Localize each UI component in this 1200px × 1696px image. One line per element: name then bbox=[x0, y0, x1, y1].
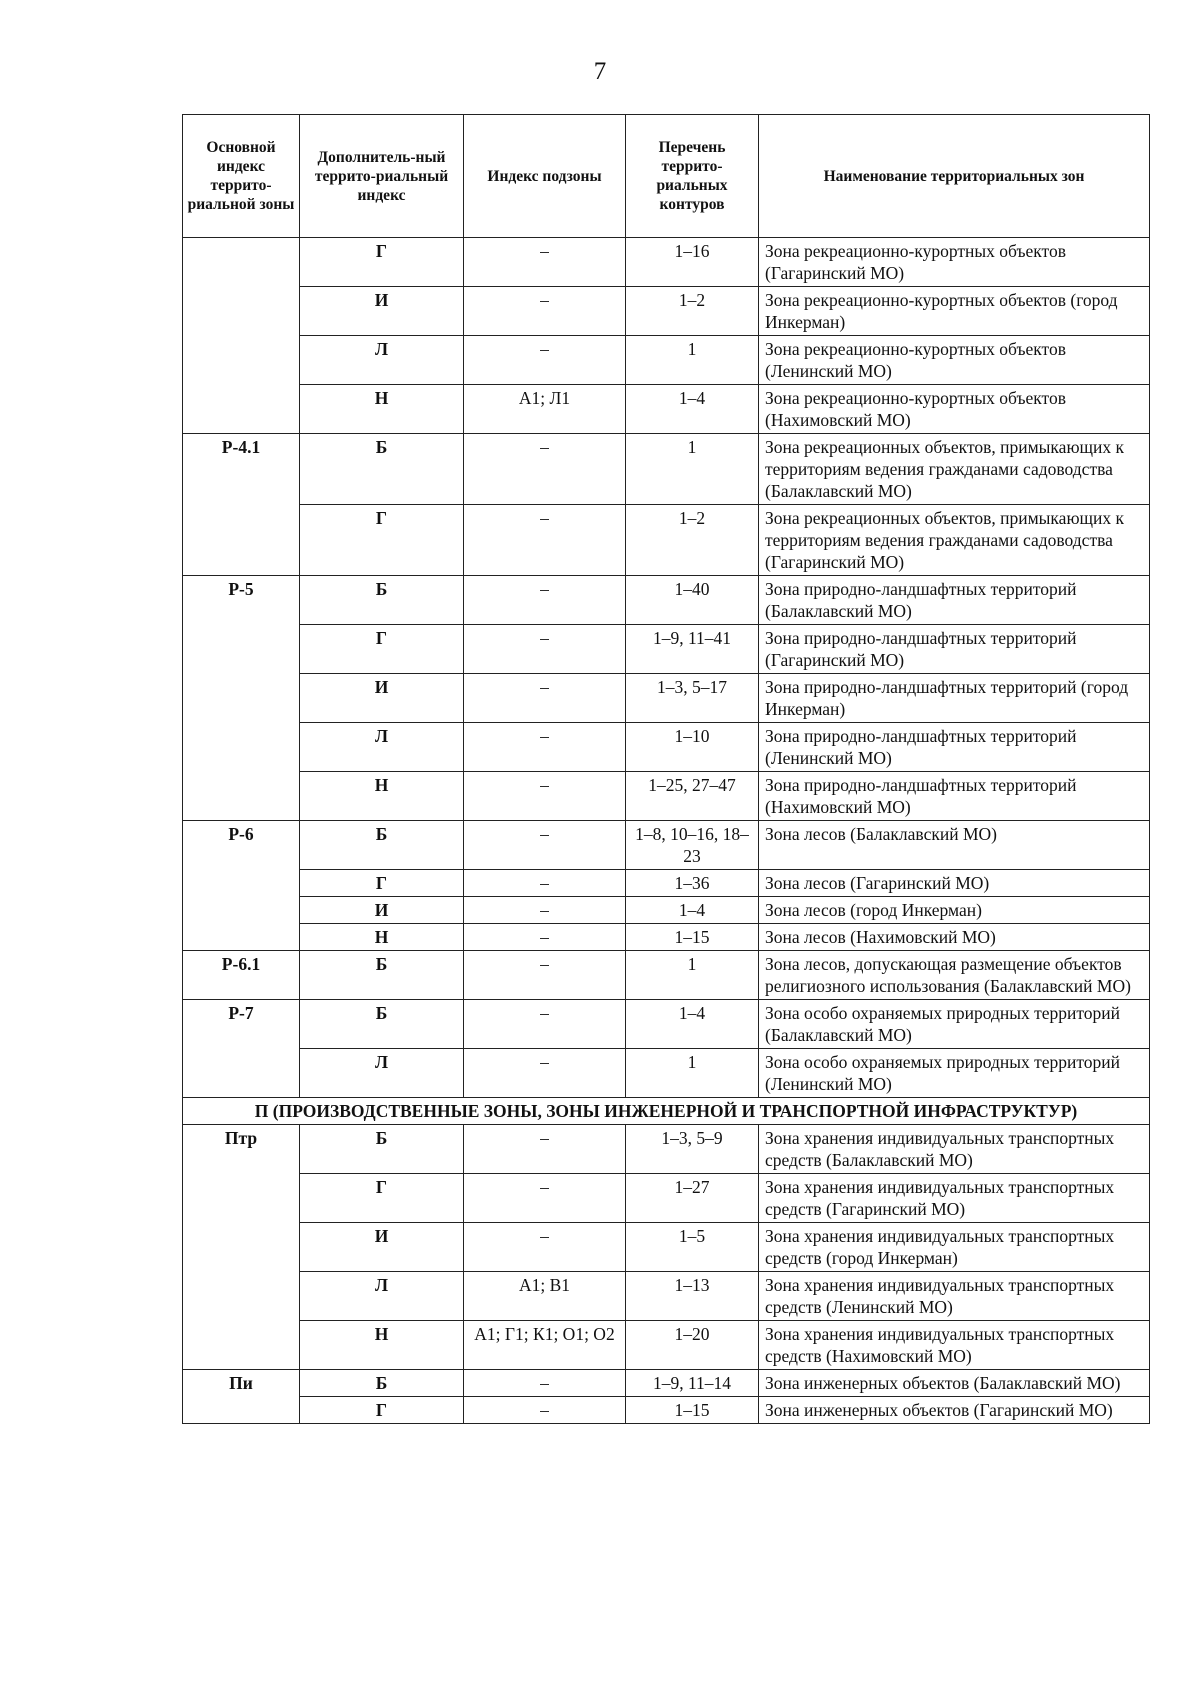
table-header-row bbox=[183, 115, 1150, 238]
zone-name-cell: Зона хранения индивидуальных транспортных средств (Ленинский МО) bbox=[759, 1272, 1150, 1321]
main-index-cell: Птр bbox=[183, 1125, 300, 1370]
table-row bbox=[183, 238, 1150, 287]
subzone-index-cell: – bbox=[464, 336, 626, 385]
contours-cell: 1 bbox=[626, 336, 759, 385]
table-row bbox=[183, 1397, 1150, 1424]
section-row bbox=[183, 1098, 1150, 1125]
additional-index-cell: Л bbox=[300, 1272, 464, 1321]
contours-cell: 1–3, 5–17 bbox=[626, 674, 759, 723]
additional-index-cell: Г bbox=[300, 625, 464, 674]
zone-name-cell: Зона лесов (Гагаринский МО) bbox=[759, 870, 1150, 897]
contours-cell: 1–36 bbox=[626, 870, 759, 897]
contours-cell: 1–40 bbox=[626, 576, 759, 625]
main-index-cell bbox=[183, 238, 300, 434]
zone-name-cell: Зона хранения индивидуальных транспортных средств (Гагаринский МО) bbox=[759, 1174, 1150, 1223]
header-additional-index: Дополнитель-ный террито-риальный индекс bbox=[300, 115, 464, 238]
table-row bbox=[183, 385, 1150, 434]
table-row bbox=[183, 1125, 1150, 1174]
table-row bbox=[183, 674, 1150, 723]
zone-name-cell: Зона хранения индивидуальных транспортных средств (Нахимовский МО) bbox=[759, 1321, 1150, 1370]
table-row bbox=[183, 897, 1150, 924]
additional-index-cell: Б bbox=[300, 821, 464, 870]
zone-name-cell: Зона особо охраняемых природных территорий (Балаклавский МО) bbox=[759, 1000, 1150, 1049]
additional-index-cell: Г bbox=[300, 870, 464, 897]
subzone-index-cell: – bbox=[464, 1223, 626, 1272]
header-zone-name: Наименование территориальных зон bbox=[759, 115, 1150, 238]
additional-index-cell: Г bbox=[300, 1174, 464, 1223]
subzone-index-cell: – bbox=[464, 576, 626, 625]
zone-name-cell: Зона природно-ландшафтных территорий (Балаклавский МО) bbox=[759, 576, 1150, 625]
contours-cell: 1–15 bbox=[626, 1397, 759, 1424]
contours-cell: 1–5 bbox=[626, 1223, 759, 1272]
additional-index-cell: И bbox=[300, 674, 464, 723]
table-row bbox=[183, 1321, 1150, 1370]
subzone-index-cell: – bbox=[464, 434, 626, 505]
contours-cell: 1–4 bbox=[626, 897, 759, 924]
zone-name-cell: Зона рекреационно-курортных объектов (Нахимовский МО) bbox=[759, 385, 1150, 434]
additional-index-cell: Л bbox=[300, 336, 464, 385]
subzone-index-cell: – bbox=[464, 897, 626, 924]
header-contours-list: Перечень террито-риальных контуров bbox=[626, 115, 759, 238]
subzone-index-cell: – bbox=[464, 238, 626, 287]
zone-name-cell: Зона рекреационно-курортных объектов (Гагаринский МО) bbox=[759, 238, 1150, 287]
zone-name-cell: Зона рекреационно-курортных объектов (Ленинский МО) bbox=[759, 336, 1150, 385]
table-row bbox=[183, 1174, 1150, 1223]
additional-index-cell: Н bbox=[300, 924, 464, 951]
subzone-index-cell: – bbox=[464, 674, 626, 723]
contours-cell: 1 bbox=[626, 951, 759, 1000]
additional-index-cell: Н bbox=[300, 1321, 464, 1370]
table-row bbox=[183, 1000, 1150, 1049]
subzone-index-cell: – bbox=[464, 505, 626, 576]
table-row bbox=[183, 505, 1150, 576]
zone-name-cell: Зона лесов, допускающая размещение объектов религиозного использования (Балаклавский МО) bbox=[759, 951, 1150, 1000]
table-row bbox=[183, 924, 1150, 951]
zone-name-cell: Зона лесов (город Инкерман) bbox=[759, 897, 1150, 924]
contours-cell: 1–2 bbox=[626, 505, 759, 576]
subzone-index-cell: А1; В1 bbox=[464, 1272, 626, 1321]
additional-index-cell: Б bbox=[300, 1370, 464, 1397]
zone-name-cell: Зона инженерных объектов (Гагаринский МО) bbox=[759, 1397, 1150, 1424]
additional-index-cell: Б bbox=[300, 951, 464, 1000]
zone-name-cell: Зона природно-ландшафтных территорий (Гагаринский МО) bbox=[759, 625, 1150, 674]
subzone-index-cell: – bbox=[464, 1000, 626, 1049]
table-row bbox=[183, 1370, 1150, 1397]
header-subzone-index: Индекс подзоны bbox=[464, 115, 626, 238]
zone-name-cell: Зона лесов (Нахимовский МО) bbox=[759, 924, 1150, 951]
subzone-index-cell: – bbox=[464, 723, 626, 772]
additional-index-cell: Г bbox=[300, 238, 464, 287]
contours-cell: 1–9, 11–14 bbox=[626, 1370, 759, 1397]
zone-name-cell: Зона инженерных объектов (Балаклавский МО) bbox=[759, 1370, 1150, 1397]
additional-index-cell: Б bbox=[300, 576, 464, 625]
subzone-index-cell: – bbox=[464, 951, 626, 1000]
contours-cell: 1–4 bbox=[626, 385, 759, 434]
subzone-index-cell: А1; Г1; К1; О1; О2 bbox=[464, 1321, 626, 1370]
zone-name-cell: Зона хранения индивидуальных транспортных средств (город Инкерман) bbox=[759, 1223, 1150, 1272]
contours-cell: 1–3, 5–9 bbox=[626, 1125, 759, 1174]
additional-index-cell: Н bbox=[300, 385, 464, 434]
additional-index-cell: Б bbox=[300, 1125, 464, 1174]
contours-cell: 1–13 bbox=[626, 1272, 759, 1321]
table-row bbox=[183, 336, 1150, 385]
zone-name-cell: Зона природно-ландшафтных территорий (город Инкерман) bbox=[759, 674, 1150, 723]
zone-name-cell: Зона рекреационно-курортных объектов (город Инкерман) bbox=[759, 287, 1150, 336]
contours-cell: 1–4 bbox=[626, 1000, 759, 1049]
subzone-index-cell: – bbox=[464, 821, 626, 870]
table-row bbox=[183, 821, 1150, 870]
main-index-cell: Р-4.1 bbox=[183, 434, 300, 576]
contours-cell: 1–8, 10–16, 18–23 bbox=[626, 821, 759, 870]
table-row bbox=[183, 434, 1150, 505]
main-index-cell: Пи bbox=[183, 1370, 300, 1424]
additional-index-cell: И bbox=[300, 287, 464, 336]
subzone-index-cell: А1; Л1 bbox=[464, 385, 626, 434]
table-row bbox=[183, 625, 1150, 674]
additional-index-cell: И bbox=[300, 1223, 464, 1272]
subzone-index-cell: – bbox=[464, 772, 626, 821]
table-row bbox=[183, 951, 1150, 1000]
contours-cell: 1–9, 11–41 bbox=[626, 625, 759, 674]
main-index-cell: Р-7 bbox=[183, 1000, 300, 1098]
contours-cell: 1–20 bbox=[626, 1321, 759, 1370]
table-row bbox=[183, 723, 1150, 772]
subzone-index-cell: – bbox=[464, 924, 626, 951]
contours-cell: 1–15 bbox=[626, 924, 759, 951]
additional-index-cell: Н bbox=[300, 772, 464, 821]
zone-name-cell: Зона хранения индивидуальных транспортных средств (Балаклавский МО) bbox=[759, 1125, 1150, 1174]
subzone-index-cell: – bbox=[464, 1397, 626, 1424]
table-row bbox=[183, 287, 1150, 336]
contours-cell: 1–27 bbox=[626, 1174, 759, 1223]
additional-index-cell: Б bbox=[300, 434, 464, 505]
zone-name-cell: Зона рекреационных объектов, примыкающих к территориям ведения гражданами садоводства (Балаклавский МО) bbox=[759, 434, 1150, 505]
subzone-index-cell: – bbox=[464, 625, 626, 674]
main-index-cell: Р-6 bbox=[183, 821, 300, 951]
table-row bbox=[183, 1223, 1150, 1272]
zone-name-cell: Зона особо охраняемых природных территорий (Ленинский МО) bbox=[759, 1049, 1150, 1098]
additional-index-cell: Б bbox=[300, 1000, 464, 1049]
table-row bbox=[183, 1049, 1150, 1098]
additional-index-cell: Л bbox=[300, 723, 464, 772]
subzone-index-cell: – bbox=[464, 287, 626, 336]
main-index-cell: Р-5 bbox=[183, 576, 300, 821]
page-number: 7 bbox=[593, 58, 607, 85]
contours-cell: 1–2 bbox=[626, 287, 759, 336]
additional-index-cell: Г bbox=[300, 505, 464, 576]
additional-index-cell: И bbox=[300, 897, 464, 924]
contours-cell: 1–10 bbox=[626, 723, 759, 772]
contours-cell: 1 bbox=[626, 1049, 759, 1098]
contours-cell: 1–16 bbox=[626, 238, 759, 287]
subzone-index-cell: – bbox=[464, 1370, 626, 1397]
zone-name-cell: Зона природно-ландшафтных территорий (Ленинский МО) bbox=[759, 723, 1150, 772]
table-row bbox=[183, 1272, 1150, 1321]
main-index-cell: Р-6.1 bbox=[183, 951, 300, 1000]
subzone-index-cell: – bbox=[464, 1049, 626, 1098]
zones-table bbox=[182, 114, 1150, 1424]
header-main-index: Основной индекс террито-риальной зоны bbox=[183, 115, 300, 238]
subzone-index-cell: – bbox=[464, 1174, 626, 1223]
zone-name-cell: Зона лесов (Балаклавский МО) bbox=[759, 821, 1150, 870]
additional-index-cell: Г bbox=[300, 1397, 464, 1424]
subzone-index-cell: – bbox=[464, 1125, 626, 1174]
section-title: П (ПРОИЗВОДСТВЕННЫЕ ЗОНЫ, ЗОНЫ ИНЖЕНЕРНОЙ И ТРАНСПОРТНОЙ ИНФРАСТРУКТУР) bbox=[183, 1098, 1150, 1125]
zone-name-cell: Зона природно-ландшафтных территорий (Нахимовский МО) bbox=[759, 772, 1150, 821]
table-row bbox=[183, 772, 1150, 821]
contours-cell: 1 bbox=[626, 434, 759, 505]
additional-index-cell: Л bbox=[300, 1049, 464, 1098]
zones-table-body bbox=[183, 238, 1150, 1424]
zone-name-cell: Зона рекреационных объектов, примыкающих к территориям ведения гражданами садоводства (Гагаринский МО) bbox=[759, 505, 1150, 576]
table-row bbox=[183, 576, 1150, 625]
subzone-index-cell: – bbox=[464, 870, 626, 897]
table-row bbox=[183, 870, 1150, 897]
contours-cell: 1–25, 27–47 bbox=[626, 772, 759, 821]
